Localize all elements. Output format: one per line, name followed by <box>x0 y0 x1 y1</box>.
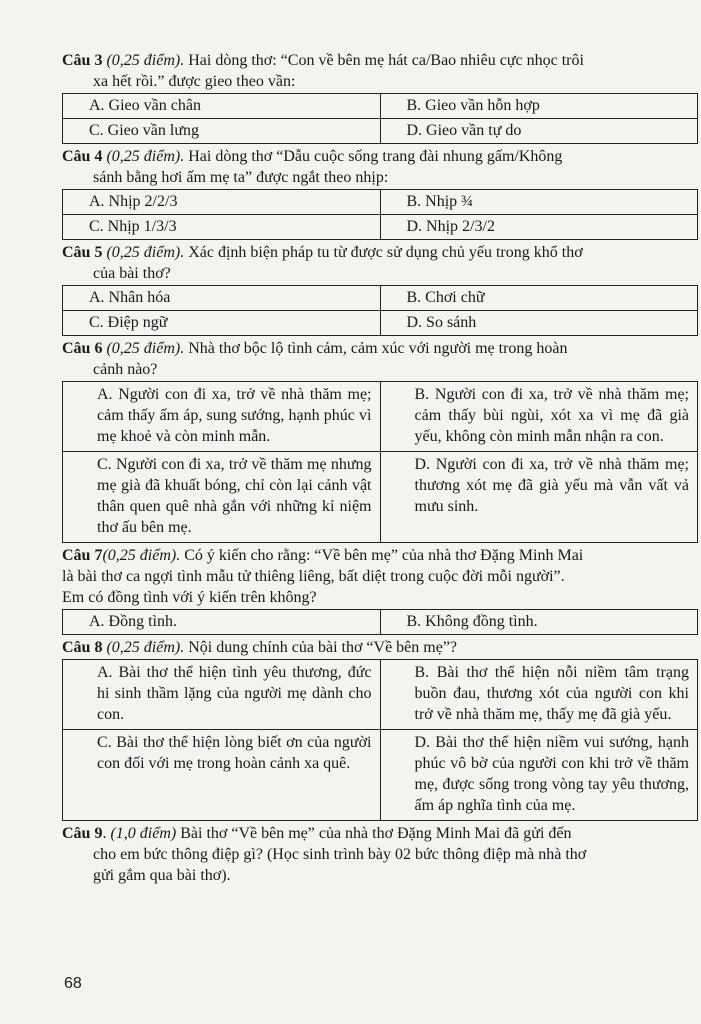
question-label: Câu 8 <box>62 639 103 656</box>
question-text: cảnh nào? <box>93 361 158 378</box>
question-label: Câu 9 <box>62 825 103 842</box>
question-text: gửi gắm qua bài thơ). <box>93 867 231 884</box>
question-5 <box>62 242 700 284</box>
option-a[interactable] <box>63 660 381 730</box>
question-label: Câu 4 <box>62 148 103 165</box>
option-d[interactable]: D. Nhịp 2/3/2 <box>380 215 698 240</box>
question-3 <box>62 50 700 92</box>
question-text: là bài thơ ca ngợi tình mẫu tử thiêng liêng, bất diệt trong cuộc đời mỗi người”. <box>62 568 565 585</box>
option-b[interactable] <box>380 660 698 730</box>
question-points: (0,25 điểm). <box>106 340 185 357</box>
option-c-text: C. Bài thơ thể hiện lòng biết ơn của người con đối với mẹ trong hoàn cảnh xa quê. <box>97 734 372 772</box>
question-label: Câu 6 <box>62 340 103 357</box>
question-points: (0,25 điểm). <box>102 547 181 564</box>
option-a[interactable]: A. Nhân hóa <box>63 286 381 311</box>
option-a[interactable]: A. Đồng tình. <box>63 610 381 635</box>
question-9: Câu 9. (1,0 điểm) Bài thơ “Về bên mẹ” của nhà thơ Đặng Minh Mai đã gửi đến cho em bức thông điệp gì? (Học sinh trình bày 02 bức thông điệp mà nhà thơ gửi gắm qua bài thơ). <box>62 823 700 886</box>
option-a[interactable] <box>63 382 381 452</box>
question-label: Câu 5 <box>62 244 103 261</box>
question-text: Bài thơ “Về bên mẹ” của nhà thơ Đặng Minh Mai đã gửi đến <box>180 825 572 842</box>
question-text: xa hết rồi.” được gieo theo vần: <box>93 73 296 90</box>
question-7 <box>62 545 700 608</box>
option-b[interactable] <box>380 382 698 452</box>
option-d-text: D. Bài thơ thể hiện niềm vui sướng, hạnh phúc vô bờ của người con khi trở về thăm mẹ, được sống trong vòng tay yêu thương, ấm áp nghĩa tình của mẹ. <box>414 734 689 814</box>
question-text: Có ý kiến cho rằng: “Về bên mẹ” của nhà thơ Đặng Minh Mai <box>184 547 584 564</box>
question-text: Xác định biện pháp tu từ được sử dụng chủ yếu trong khổ thơ <box>188 244 583 261</box>
option-a[interactable]: A. Gieo vần chân <box>63 94 381 119</box>
question-text: của bài thơ? <box>93 265 171 282</box>
question-points: (0,25 điểm). <box>106 639 185 656</box>
question-text: Hai dòng thơ: “Con về bên mẹ hát ca/Bao nhiêu cực nhọc trôi <box>188 52 584 69</box>
question-points: (0,25 điểm). <box>106 244 185 261</box>
page-number: 68 <box>64 975 82 992</box>
option-c[interactable]: C. Gieo vần lưng <box>63 119 381 144</box>
question-4 <box>62 146 700 188</box>
option-b[interactable]: B. Nhịp ¾ <box>380 190 698 215</box>
question-label: Câu 7 <box>62 547 103 564</box>
question-text: Nhà thơ bộc lộ tình cảm, cảm xúc với người mẹ trong hoàn <box>188 340 568 357</box>
question-text: Nội dung chính của bài thơ “Về bên mẹ”? <box>188 639 458 656</box>
question-8 <box>62 637 700 658</box>
option-c[interactable]: C. Nhịp 1/3/3 <box>63 215 381 240</box>
worksheet-page <box>62 50 700 886</box>
option-d[interactable] <box>380 452 698 543</box>
options-table-q4 <box>62 189 698 240</box>
options-table-q5 <box>62 285 698 336</box>
option-b[interactable]: B. Gieo vần hỗn hợp <box>380 94 698 119</box>
question-6 <box>62 338 700 380</box>
option-b[interactable]: B. Chơi chữ <box>380 286 698 311</box>
option-d[interactable] <box>380 730 698 821</box>
option-b[interactable]: B. Không đồng tình. <box>380 610 698 635</box>
option-d[interactable]: D. Gieo vần tự do <box>380 119 698 144</box>
option-a-text: A. Bài thơ thể hiện tình yêu thương, đức hi sinh thầm lặng của người mẹ dành cho con. <box>97 664 372 723</box>
option-b-text: B. Bài thơ thể hiện nỗi niềm tâm trạng buồn đau, thương xót của người con khi trở về nhà thăm mẹ, thấy mẹ đã già yếu. <box>414 664 689 723</box>
option-c[interactable] <box>63 452 381 543</box>
option-a-text: A. Người con đi xa, trở về nhà thăm mẹ; cảm thấy ấm áp, sung sướng, hạnh phúc vì mẹ khoẻ và còn minh mẫn. <box>97 386 372 445</box>
question-text: cho em bức thông điệp gì? (Học sinh trình bày 02 bức thông điệp mà nhà thơ <box>93 846 587 863</box>
question-label: Câu 3 <box>62 52 103 69</box>
options-table-q7 <box>62 609 698 635</box>
option-d-text: D. Người con đi xa, trở về nhà thăm mẹ; thương xót mẹ đã già yếu mà vẫn vất vả mưu sinh. <box>414 456 689 515</box>
question-points: (0,25 điểm). <box>106 148 185 165</box>
question-text: sánh bằng hơi ấm mẹ ta” được ngắt theo nhịp: <box>93 169 389 186</box>
question-text: Em có đồng tình với ý kiến trên không? <box>62 589 317 606</box>
option-c[interactable] <box>63 730 381 821</box>
option-b-text: B. Người con đi xa, trở về nhà thăm mẹ; cảm thấy bùi ngùi, xót xa vì mẹ đã già yếu, không còn minh mẫn nhận ra con. <box>414 386 689 445</box>
option-c[interactable]: C. Điệp ngữ <box>63 311 381 336</box>
options-table-q8 <box>62 659 698 821</box>
options-table-q6 <box>62 381 698 543</box>
question-points: (1,0 điểm) <box>110 825 177 842</box>
question-points: (0,25 điểm). <box>106 52 185 69</box>
option-a[interactable]: A. Nhịp 2/2/3 <box>63 190 381 215</box>
option-d[interactable]: D. So sánh <box>380 311 698 336</box>
options-table-q3 <box>62 93 698 144</box>
option-c-text: C. Người con đi xa, trở về thăm mẹ nhưng mẹ già đã khuất bóng, chỉ còn lại cảnh vật thân quen quê nhà gắn với những kỉ niệm thơ ấu bên mẹ. <box>97 456 372 536</box>
question-text: Hai dòng thơ “Dẫu cuộc sống trang đài nhung gấm/Không <box>188 148 563 165</box>
